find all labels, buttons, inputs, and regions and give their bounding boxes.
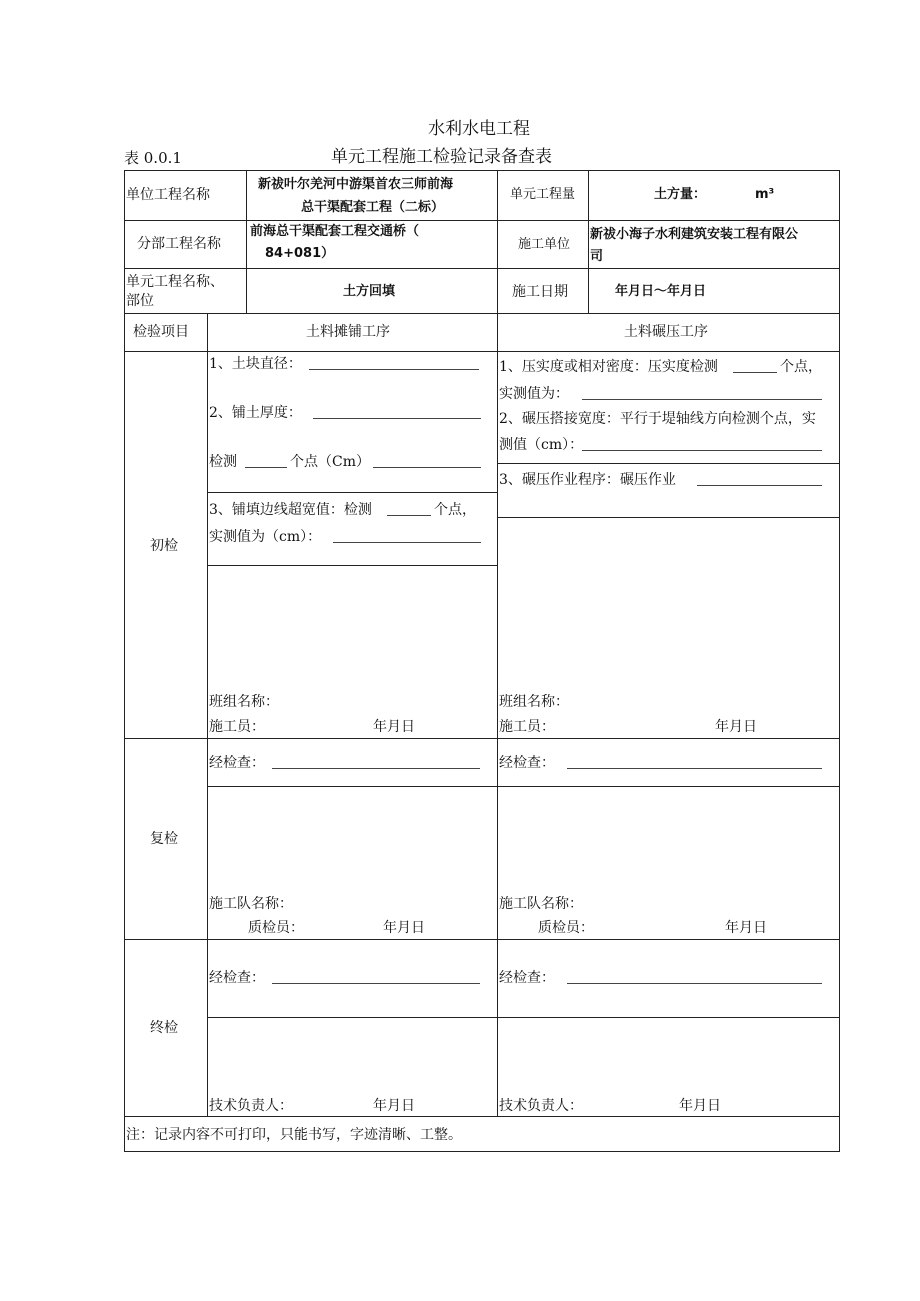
date-value: 年月日～年月日 xyxy=(615,284,707,299)
contractor-value-line2: 司 xyxy=(590,249,604,264)
right-item1-count-blank[interactable] xyxy=(733,372,777,373)
sub-project-value-line1: 前海总干渠配套工程交通桥（ xyxy=(250,224,420,239)
recheck-left-blank[interactable] xyxy=(272,768,480,769)
quantity-value: 土方量： xyxy=(654,187,707,202)
recheck-label: 复检 xyxy=(150,831,178,847)
left-item3-value-blank[interactable] xyxy=(333,542,481,543)
unit-project-value-line1: 新祓叶尔羌河中游渠首农三师前海 xyxy=(258,177,454,192)
right-item1-line1: 1、压实度或相对密度：压实度检测 xyxy=(499,359,718,375)
left-item2-detail-b: 个点（Cm） xyxy=(290,454,370,470)
final-left-tech: 技术负责人： xyxy=(209,1098,293,1114)
final-left-checked: 经检查： xyxy=(209,970,265,986)
doc-heading: 水利水电工程 xyxy=(428,119,530,139)
left-item2-count-blank[interactable] xyxy=(245,467,287,468)
quantity-label: 单元工程量 xyxy=(510,187,576,202)
right-item2-value-blank[interactable] xyxy=(582,450,822,451)
final-right-date: 年月日 xyxy=(679,1098,721,1114)
right-team-label: 班组名称： xyxy=(499,694,569,710)
final-left-date: 年月日 xyxy=(373,1098,415,1114)
quantity-unit: m³ xyxy=(755,187,775,202)
right-item3-blank[interactable] xyxy=(697,485,822,486)
recheck-right-date: 年月日 xyxy=(725,920,767,936)
right-worker-label: 施工员： xyxy=(499,719,555,735)
left-item3-line2: 实测值为（cm）： xyxy=(209,529,322,545)
sub-project-value-line2: 84+081） xyxy=(265,246,335,261)
final-right-tech: 技术负责人： xyxy=(499,1098,583,1114)
right-item1-line2: 实测值为： xyxy=(499,386,569,402)
left-item2-value-blank[interactable] xyxy=(373,467,481,468)
unit-project-value-line2: 总干渠配套工程（二标） xyxy=(301,200,445,215)
compaction-header: 土料碾压工序 xyxy=(624,324,708,340)
date-label: 施工日期 xyxy=(512,284,568,300)
element-label-line1: 单元工程名称、 xyxy=(126,274,224,290)
left-item2: 2、铺土厚度： xyxy=(209,405,302,421)
right-item1-value-blank[interactable] xyxy=(582,399,822,400)
right-initial-date: 年月日 xyxy=(715,719,757,735)
left-item2-detail-a: 检测 xyxy=(209,454,237,470)
contractor-value-line1: 新祓小海子水利建筑安装工程有限公 xyxy=(590,227,799,242)
left-item3-line1: 3、铺填边线超宽值：检测 xyxy=(209,502,372,518)
initial-inspection-label: 初检 xyxy=(150,538,178,554)
inspection-item-header: 检验项目 xyxy=(133,324,189,340)
doc-title: 单元工程施工检验记录备查表 xyxy=(331,147,552,167)
final-right-checked: 经检查： xyxy=(499,970,555,986)
recheck-right-blank[interactable] xyxy=(567,768,822,769)
left-item2-blank[interactable] xyxy=(313,418,481,419)
recheck-left-team: 施工队名称： xyxy=(209,896,293,912)
left-initial-date: 年月日 xyxy=(373,719,415,735)
footer-note: 注：记录内容不可打印，只能书写，字迹清晰、工整。 xyxy=(126,1127,462,1143)
final-right-blank[interactable] xyxy=(567,983,822,984)
final-label: 终检 xyxy=(150,1020,178,1036)
left-worker-label: 施工员： xyxy=(209,719,265,735)
sub-project-label: 分部工程名称 xyxy=(137,236,221,252)
left-item1-blank[interactable] xyxy=(309,369,479,370)
right-item2-line2: 测值（cm）： xyxy=(499,437,584,453)
right-item2-line1: 2、碾压搭接宽度：平行于堤轴线方向检测个点，实 xyxy=(499,411,816,427)
recheck-left-checked: 经检查： xyxy=(209,755,265,771)
right-item1-line1-b: 个点， xyxy=(780,359,822,375)
right-item3: 3、碾压作业程序：碾压作业 xyxy=(499,472,676,488)
recheck-left-date: 年月日 xyxy=(383,920,425,936)
table-number: 表 0.0.1 xyxy=(124,149,182,167)
unit-project-label: 单位工程名称 xyxy=(126,187,210,203)
recheck-right-checked: 经检查： xyxy=(499,755,555,771)
recheck-right-team: 施工队名称： xyxy=(499,896,583,912)
left-item3-line1-b: 个点， xyxy=(434,502,476,518)
spreading-header: 土料摊铺工序 xyxy=(306,324,390,340)
element-label-line2: 部位 xyxy=(126,293,154,309)
element-value: 土方回填 xyxy=(343,284,396,299)
left-item3-count-blank[interactable] xyxy=(387,515,431,516)
recheck-right-inspector: 质检员： xyxy=(538,920,594,936)
recheck-left-inspector: 质检员： xyxy=(248,920,304,936)
final-left-blank[interactable] xyxy=(272,983,480,984)
contractor-label: 施工单位 xyxy=(518,237,571,252)
left-item1: 1、土块直径： xyxy=(209,356,302,372)
left-team-label: 班组名称： xyxy=(209,694,279,710)
